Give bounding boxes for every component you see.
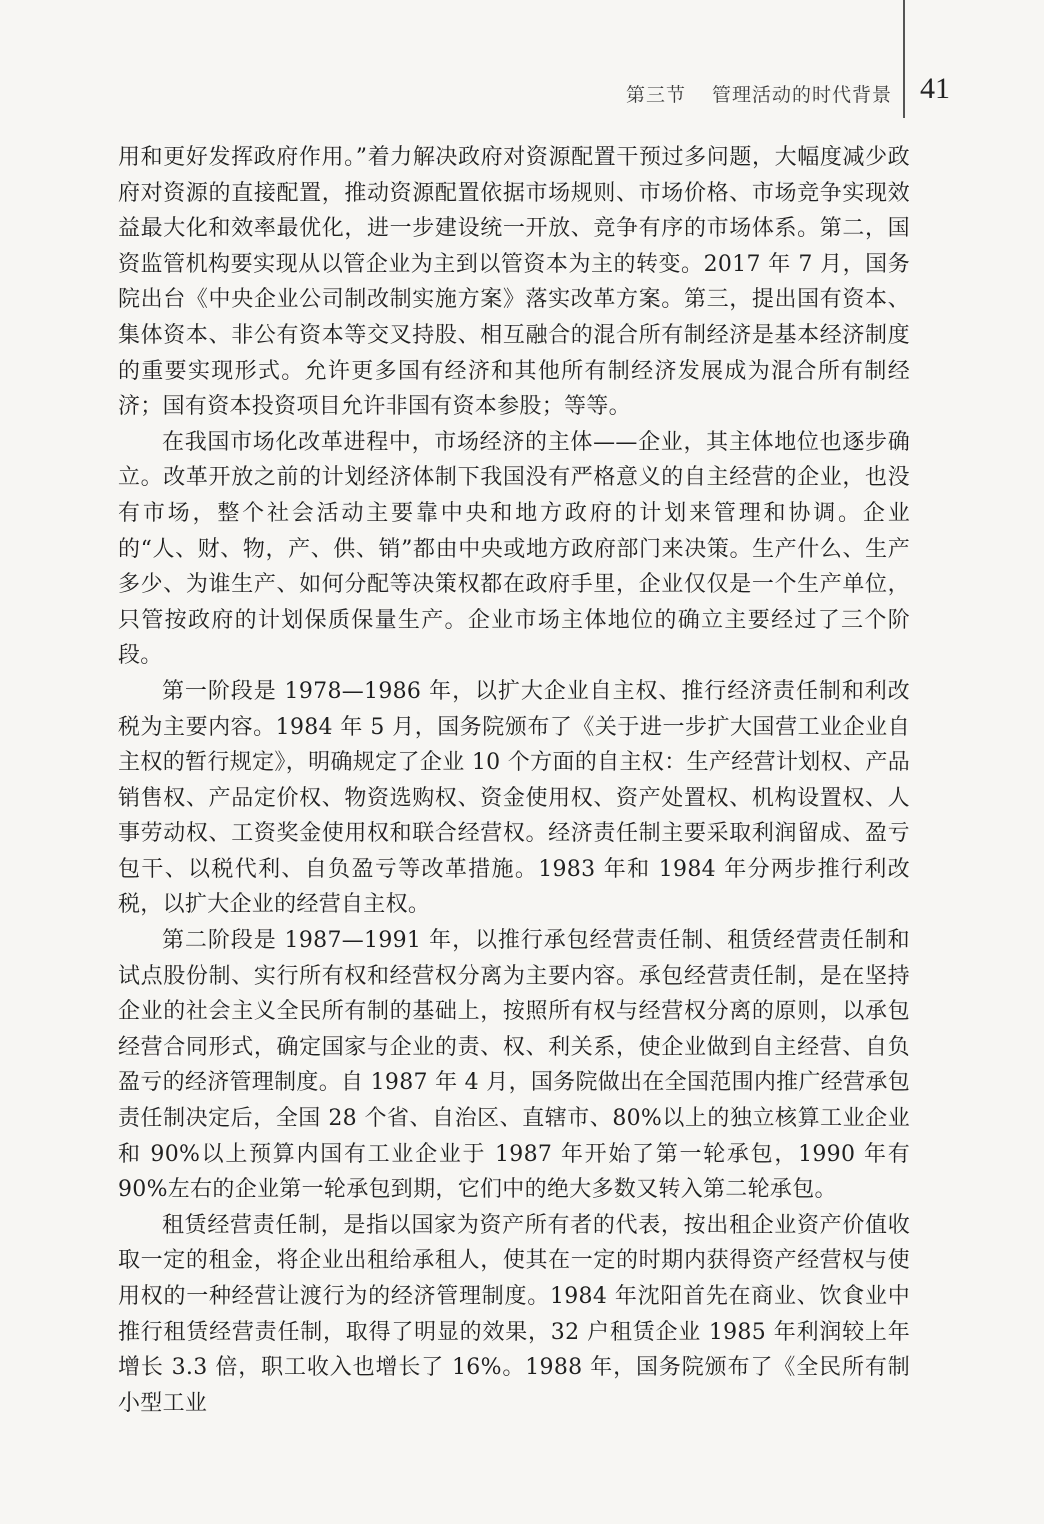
body-text [118, 140, 910, 1421]
running-head [626, 80, 892, 107]
page-number: 41 [920, 72, 950, 105]
paragraph: 第二阶段是 1987—1991 年，以推行承包经营责任制、租赁经营责任制和试点股份制、实行所有权和经营权分离为主要内容。承包经营责任制，是在坚持企业的社会主义全民所有制的基础上，按照所有权与经营权分离的原则，以承包经营合同形式，确定国家与企业的责、权、利关系，使企业做到自主经营、自负盈亏的经济管理制度。自 1987 年 4 月，国务院做出在全国范围内推广经营承包责任制决定后，全国 28 个省、自治区、直辖市、80%以上的独立核算工业企业和 90%以上预算内国有工业企业于 1987 年开始了第一轮承包，1990 年有 90%左右的企业第一轮承包到期，它们中的绝大多数又转入第二轮承包。 [118, 928, 910, 1203]
section-label: 第三节 [625, 84, 686, 106]
paragraph: 第一阶段是 1978—1986 年，以扩大企业自主权、推行经济责任制和利改税为主要内容。1984 年 5 月，国务院颁布了《关于进一步扩大国营工业企业自主权的暂行规定》，明确规定了企业 10 个方面的自主权：生产经营计划权、产品销售权、产品定价权、物资选购权、资金使用权、资产处置权、机构设置权、人事劳动权、工资奖金使用权和联合经营权。经济责任制主要采取利润留成、盈亏包干、以税代利、自负盈亏等改革措施。1983 年和 1984 年分两步推行利改税，以扩大企业的经营自主权。 [118, 678, 910, 918]
header-vertical-rule [903, 0, 905, 118]
paragraph: 用和更好发挥政府作用。”着力解决政府对资源配置干预过多问题，大幅度减少政府对资源的直接配置，推动资源配置依据市场规则、市场价格、市场竞争实现效益最大化和效率最优化，进一步建设统一开放、竞争有序的市场体系。第二，国资监管机构要实现从以管企业为主到以管资本为主的转变。2017 年 7 月，国务院出台《中央企业公司制改制实施方案》落实改革方案。第三，提出国有资本、集体资本、非公有资本等交叉持股、相互融合的混合所有制经济是基本经济制度的重要实现形式。允许更多国有经济和其他所有制经济发展成为混合所有制经济；国有资本投资项目允许非国有资本参股；等等。 [118, 145, 910, 420]
paragraph: 在我国市场化改革进程中，市场经济的主体——企业，其主体地位也逐步确立。改革开放之前的计划经济体制下我国没有严格意义的自主经营的企业，也没有市场，整个社会活动主要靠中央和地方政府的计划来管理和协调。企业的“人、财、物，产、供、销”都由中央或地方政府部门来决策。生产什么、生产多少、为谁生产、如何分配等决策权都在政府手里，企业仅仅是一个生产单位，只管按政府的计划保质保量生产。企业市场主体地位的确立主要经过了三个阶段。 [118, 429, 910, 669]
paragraph: 租赁经营责任制，是指以国家为资产所有者的代表，按出租企业资产价值收取一定的租金，将企业出租给承租人，使其在一定的时期内获得资产经营权与使用权的一种经营让渡行为的经济管理制度。1984 年沈阳首先在商业、饮食业中推行租赁经营责任制，取得了明显的效果，32 户租赁企业 1985 年利润较上年增长 3.3 倍，职工收入也增长了 16%。1988 年，国务院颁布了《全民所有制小型工业 [118, 1212, 910, 1416]
section-title: 管理活动的时代背景 [711, 84, 892, 106]
page-header [0, 0, 1044, 140]
